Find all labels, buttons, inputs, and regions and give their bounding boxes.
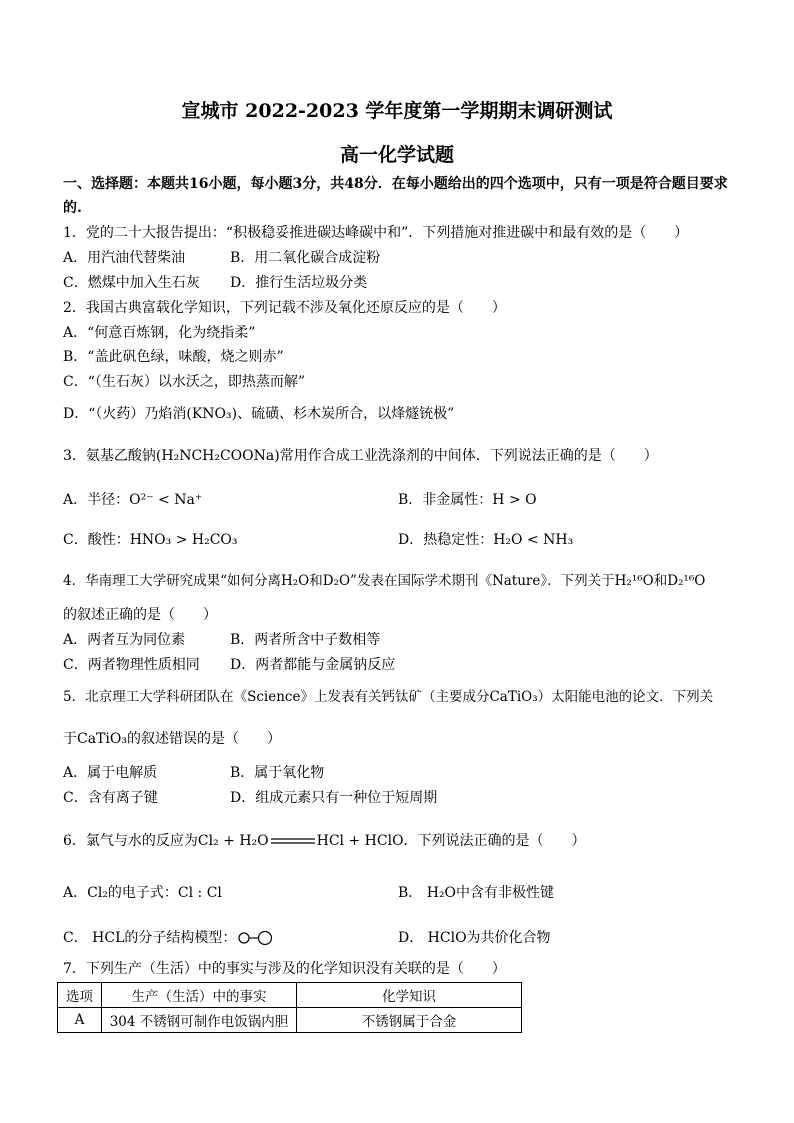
table-cell: 304 不锈钢可制作电饭锅内胆 bbox=[102, 1008, 297, 1033]
table-header: 选项 bbox=[58, 983, 102, 1008]
table-header-row bbox=[58, 983, 522, 1008]
table-cell: 不锈钢属于合金 bbox=[297, 1008, 522, 1033]
q5-stem: 5．北京理工大学科研团队在《Science》上发表有关钙钛矿（主要成分CaTiO₃）太阳能电池的论文．下列关 bbox=[63, 689, 714, 705]
q5-option-a: A．属于电解质 bbox=[63, 765, 158, 781]
q1-option-c: C．燃煤中加入生石灰 bbox=[63, 275, 200, 291]
q7-table bbox=[57, 982, 522, 1033]
table-row bbox=[58, 1008, 522, 1033]
q4-option-a: A．两者互为同位素 bbox=[63, 632, 186, 648]
q6-option-d: D． HClO为共价化合物 bbox=[398, 930, 551, 946]
q6-option-b: B． H₂O中含有非极性键 bbox=[398, 885, 555, 901]
q1-option-d: D．推行生活垃圾分类 bbox=[230, 275, 368, 291]
q4-stem: 4．华南理工大学研究成果“如何分离H₂O和D₂O”发表在国际学术期刊《Nature》．下列关于H₂¹⁶O和D₂¹⁶O bbox=[63, 573, 706, 589]
exam-subtitle: 高一化学试题 bbox=[339, 144, 454, 166]
q4-option-c: C．两者物理性质相同 bbox=[63, 657, 200, 673]
q2-option-c: C．“（生石灰）以水沃之，即热蒸而解” bbox=[63, 374, 306, 390]
equilibrium-double-line-icon bbox=[271, 836, 315, 846]
q4-stem-cont: 的叙述正确的是（ ） bbox=[63, 607, 217, 623]
q2-stem: 2．我国古典富载化学知识，下列记载不涉及氧化还原反应的是（ ） bbox=[63, 300, 506, 316]
q6-stem bbox=[63, 832, 586, 850]
table-header: 生产（生活）中的事实 bbox=[102, 983, 297, 1008]
section-heading: 一、选择题：本题共16小题，每小题3分，共48分．在每小题给出的四个选项中，只有一项是符合题目要求的. bbox=[63, 176, 728, 216]
q6-option-c: C． HCL的分子结构模型： bbox=[63, 930, 237, 946]
q5-option-b: B．属于氧化物 bbox=[230, 765, 325, 781]
q5-option-d: D．组成元素只有一种位于短周期 bbox=[230, 790, 438, 806]
q3-option-a: A．半径：O²⁻ < Na⁺ bbox=[63, 492, 203, 508]
q3-option-d: D．热稳定性：H₂O < NH₃ bbox=[398, 532, 574, 548]
hcl-molecule-model-icon bbox=[236, 930, 274, 946]
q4-option-d: D．两者都能与金属钠反应 bbox=[230, 657, 396, 673]
table-header: 化学知识 bbox=[297, 983, 522, 1008]
q2-option-a: A．“何意百炼钢，化为绕指柔” bbox=[63, 325, 256, 341]
exam-title: 宣城市 2022-2023 学年度第一学期期末调研测试 bbox=[181, 100, 613, 122]
q1-stem: 1．党的二十大报告提出：“积极稳妥推进碳达峰碳中和”．下列措施对推进碳中和最有效的是（ ） bbox=[63, 225, 689, 241]
q5-option-c: C．含有离子键 bbox=[63, 790, 158, 806]
q6-option-c-wrap bbox=[63, 929, 274, 947]
q7-stem: 7．下列生产（生活）中的事实与涉及的化学知识没有关联的是（ ） bbox=[63, 961, 506, 977]
q4-option-b: B．两者所含中子数相等 bbox=[230, 632, 381, 648]
q2-option-b: B．“盖此矾色绿，味酸，烧之则赤” bbox=[63, 349, 284, 365]
q3-option-c: C．酸性：HNO₃ > H₂CO₃ bbox=[63, 532, 238, 548]
q1-option-a: A．用汽油代替柴油 bbox=[63, 250, 186, 266]
q6-option-a: A．Cl₂的电子式：Cl : Cl bbox=[63, 885, 222, 901]
q3-stem: 3．氨基乙酸钠(H₂NCH₂COONa)常用作合成工业洗涤剂的中间体．下列说法正确的是（ ） bbox=[63, 448, 658, 464]
table-cell: A bbox=[58, 1008, 102, 1033]
q1-option-b: B．用二氧化碳合成淀粉 bbox=[230, 250, 381, 266]
q6-stem-post: HCl + HClO．下列说法正确的是（ ） bbox=[316, 833, 586, 849]
q6-stem-pre: 6．氯气与水的反应为Cl₂ + H₂O bbox=[63, 833, 269, 849]
q2-option-d: D．“（火药）乃焰消(KNO₃)、硫磺、杉木炭所合，以烽燧铳极” bbox=[63, 406, 455, 422]
q5-stem-cont: 于CaTiO₃的叙述错误的是（ ） bbox=[63, 731, 281, 747]
q3-option-b: B．非金属性：H > O bbox=[398, 492, 537, 508]
